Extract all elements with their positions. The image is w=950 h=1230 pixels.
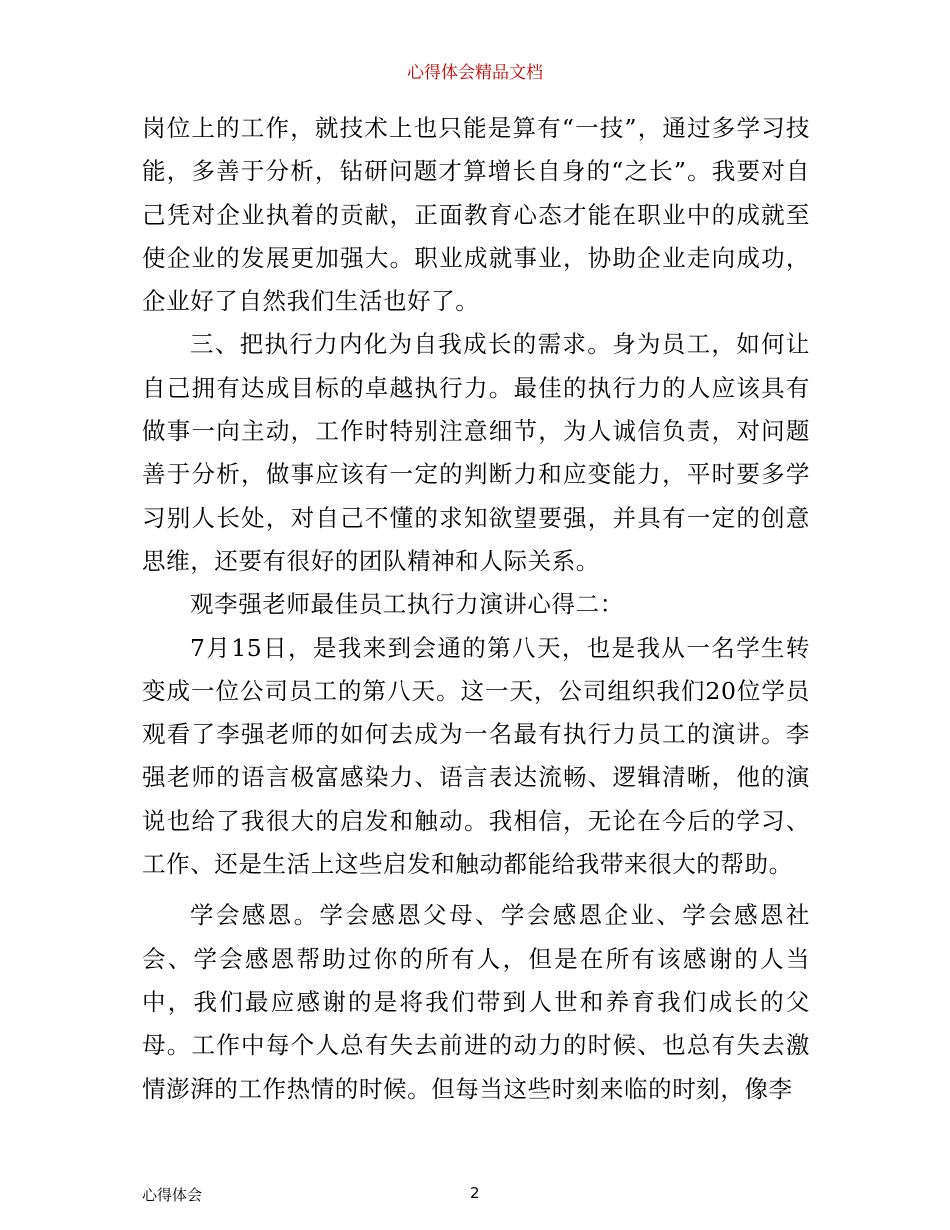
paragraph-5: 学会感恩。学会感恩父母、学会感恩企业、学会感恩社会、学会感恩帮助过你的所有人，但是在所有该感谢的人当中，我们最应感谢的是将我们带到人世和养育我们成长的父母。工作中每个人总有失去前进的动力的时候、也总有失去激情澎湃的工作热情的时候。但每当这些时刻来临的时刻，像李 — [142, 901, 810, 1103]
paragraph-4: 7月15日，是我来到会通的第八天，也是我从一名学生转变成一位公司员工的第八天。这一天，公司组织我们20位学员观看了李强老师的如何去成为一名最有执行力员工的演讲。李强老师的语言极富感染力、语言表达流畅、逻辑清晰，他的演说也给了我很大的启发和触动。我相信，无论在今后的学习、工作、还是生活上这些启发和触动都能给我带来很大的帮助。 — [142, 633, 810, 879]
page-number: 2 — [470, 1184, 480, 1202]
document-header-title: 心得体会精品文档 — [407, 63, 543, 83]
document-body — [142, 107, 810, 1111]
paragraph-2: 三、把执行力内化为自我成长的需求。身为员工，如何让自己拥有达成目标的卓越执行力。最佳的执行力的人应该具有做事一向主动，工作时特别注意细节，为人诚信负责，对问题善于分析，做事应该有一定的判断力和应变能力，平时要多学习别人长处，对自己不懂的求知欲望要强，并具有一定的创意思维，还要有很好的团队精神和人际关系。 — [142, 330, 810, 575]
paragraph-3-subheading: 观李强老师最佳员工执行力演讲心得二： — [190, 590, 624, 619]
paragraph-1: 岗位上的工作，就技术上也只能是算有“一技”，通过多学习技能，多善于分析，钻研问题才算增长自身的“之长”。我要对自己凭对企业执着的贡献，正面教育心态才能在职业中的成就至使企业的发展更加强大。职业成就事业，协助企业走向成功，企业好了自然我们生活也好了。 — [142, 114, 810, 316]
footer-label: 心得体会 — [142, 1186, 203, 1204]
